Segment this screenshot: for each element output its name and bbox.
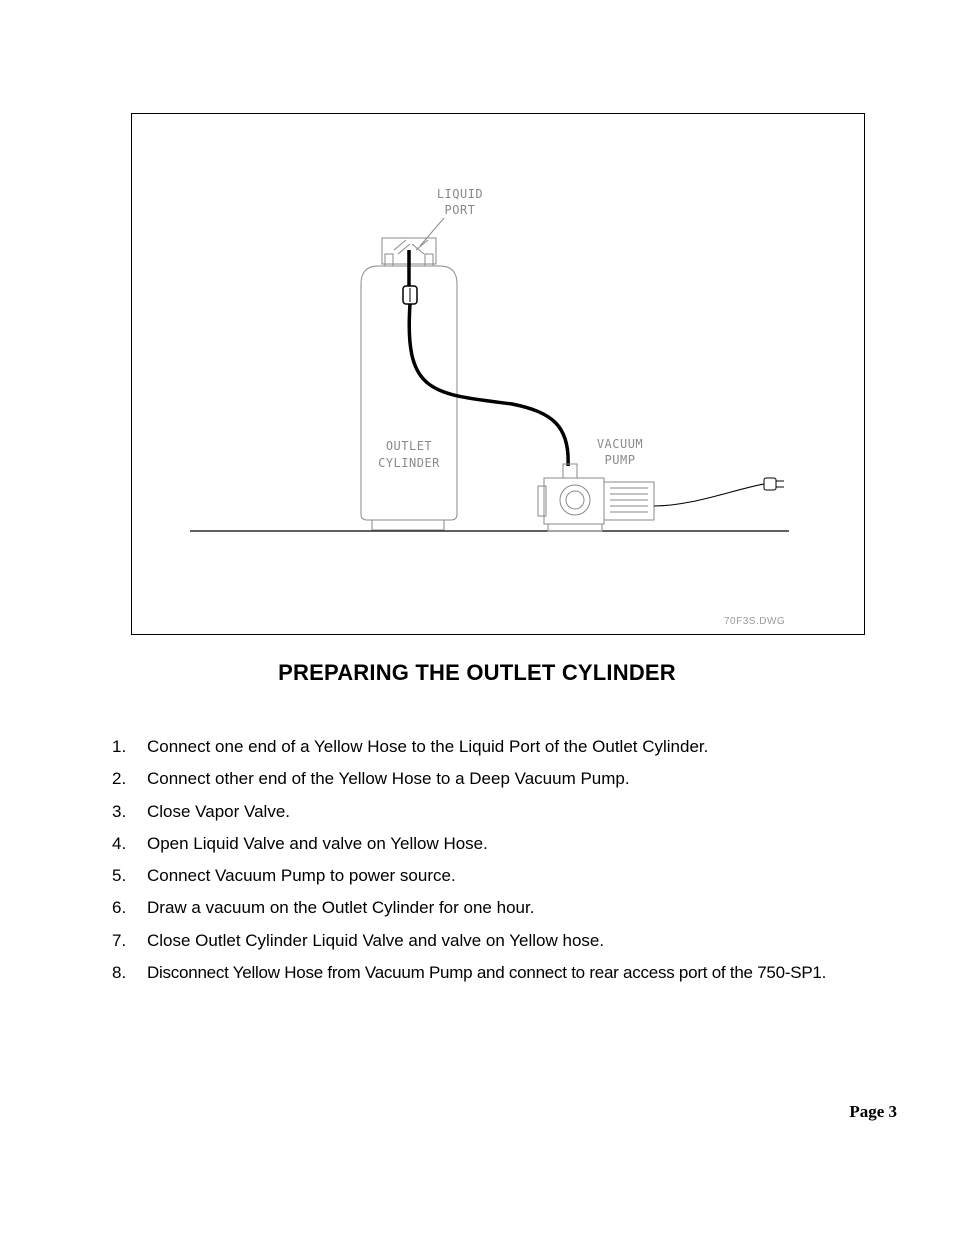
drawing-id: 70F3S.DWG: [724, 616, 786, 627]
step-text: Connect one end of a Yellow Hose to the Liquid Port of the Outlet Cylinder.: [147, 737, 709, 756]
list-item: [112, 865, 912, 897]
list-item: [112, 768, 912, 800]
list-item: [112, 962, 912, 994]
step-text: Connect Vacuum Pump to power source.: [147, 866, 456, 886]
step-text: Draw a vacuum on the Outlet Cylinder for one hour.: [147, 898, 535, 918]
step-number: 3.: [112, 801, 127, 821]
step-text: Close Vapor Valve.: [147, 801, 290, 821]
step-text: Open Liquid Valve and valve on Yellow Hose.: [147, 833, 488, 853]
step-number: 5.: [112, 866, 127, 886]
diagram-frame: [131, 113, 865, 635]
step-text: Connect other end of the Yellow Hose to a Deep Vacuum Pump.: [147, 769, 630, 789]
list-item: [112, 833, 912, 865]
step-number: 1.: [112, 737, 127, 756]
liquid-port-label-line2: PORT: [444, 203, 476, 217]
liquid-port-leader: [420, 218, 444, 246]
power-cord: [654, 484, 764, 506]
page-number: Page 3: [849, 1102, 897, 1121]
cylinder-vacuum-diagram: [132, 114, 866, 636]
liquid-port-label-line1: LIQUID: [436, 187, 484, 201]
list-item: [112, 801, 912, 833]
step-text: Disconnect Yellow Hose from Vacuum Pump and connect to rear access port of the 750-SP1.: [147, 963, 827, 983]
step-number: 7.: [112, 930, 127, 950]
step-number: 8.: [112, 963, 127, 983]
pump-label-line2: PUMP: [604, 453, 636, 467]
step-text: Close Outlet Cylinder Liquid Valve and valve on Yellow hose.: [147, 930, 605, 950]
cylinder-label-line2: CYLINDER: [378, 456, 440, 470]
cylinder-label-line1: OUTLET: [385, 439, 433, 453]
power-plug: [764, 478, 776, 490]
vacuum-pump: [538, 464, 654, 531]
step-number: 4.: [112, 833, 127, 853]
list-item: [112, 930, 912, 962]
step-number: 2.: [112, 769, 127, 789]
list-item: [112, 736, 912, 768]
section-title: PREPARING THE OUTLET CYLINDER: [278, 660, 676, 685]
list-item: [112, 897, 912, 929]
steps-list: [112, 736, 912, 994]
step-number: 6.: [112, 898, 127, 918]
pump-label-line1: VACUUM: [596, 437, 644, 451]
